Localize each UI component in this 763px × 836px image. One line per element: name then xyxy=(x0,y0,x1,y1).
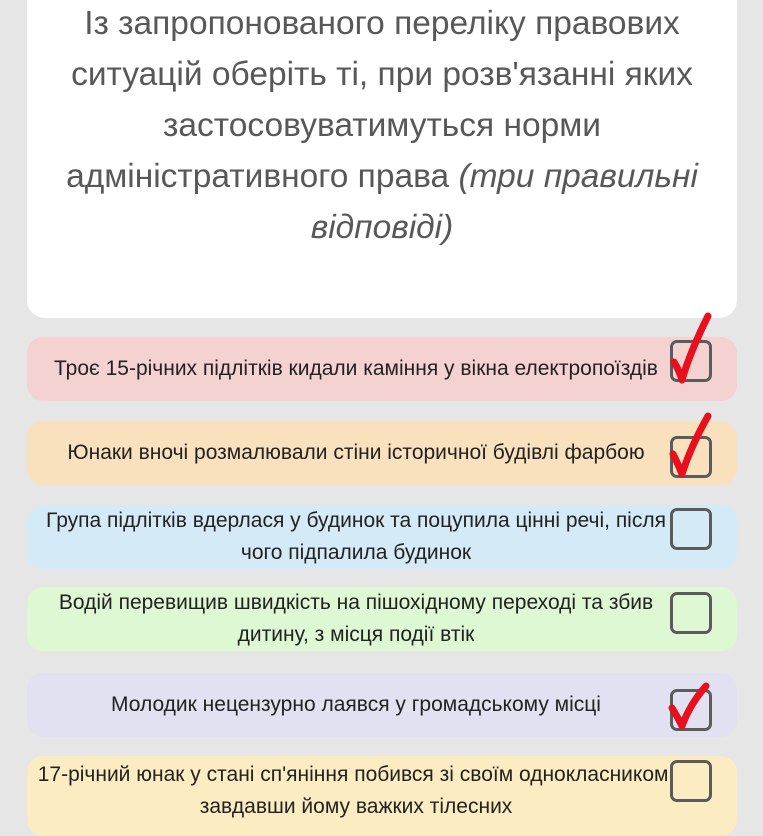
answer-option-label: Троє 15-річних підлітків кидали каміння у вікна електропоїздів xyxy=(54,357,658,380)
answer-checkbox-5[interactable] xyxy=(670,689,712,731)
question-text: Із запропонованого переліку правових ситуацій оберіть ті, при розв'язанні яких застосовуватимуться норми адміністративного права xyxy=(66,5,693,195)
answer-option-3[interactable] xyxy=(27,505,737,569)
answer-option-5[interactable] xyxy=(27,673,737,737)
answer-option-6[interactable] xyxy=(27,756,737,836)
answer-option-2[interactable] xyxy=(27,421,737,485)
answer-option-label: 17-річний юнак у стані сп'яніння побився зі своїм однокласником, завдавши йому важких тілесних xyxy=(37,763,675,818)
answer-checkbox-3[interactable] xyxy=(670,508,712,550)
answer-option-4[interactable] xyxy=(27,587,737,651)
answer-checkbox-2[interactable] xyxy=(670,436,712,478)
answer-checkbox-6[interactable] xyxy=(670,760,712,802)
question-card xyxy=(27,0,737,318)
answer-option-label: Водій перевищив швидкість на пішохідному переході та збив дитину, з місця події втік xyxy=(58,591,654,646)
answer-option-label: Молодик нецензурно лаявся у громадському місці xyxy=(111,693,601,716)
question-hint: (три правильні відповіді) xyxy=(310,158,698,246)
answer-option-1[interactable] xyxy=(27,337,737,401)
answer-checkbox-4[interactable] xyxy=(670,592,712,634)
answer-option-label: Юнаки вночі розмалювали стіни історичної будівлі фарбою xyxy=(67,441,645,464)
answer-checkbox-1[interactable] xyxy=(670,340,712,382)
answer-option-label: Група підлітків вдерлася у будинок та поцупила цінні речі, після чого підпалила будинок xyxy=(46,509,666,564)
